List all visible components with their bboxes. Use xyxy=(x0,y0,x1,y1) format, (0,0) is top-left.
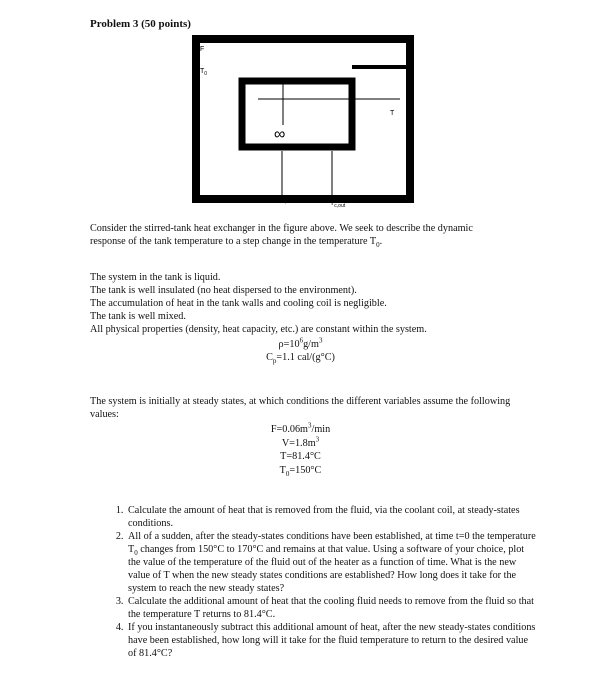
assumption-item: The tank is well insulated (no heat dispersed to the environment). xyxy=(90,285,357,296)
feed-label: F xyxy=(200,46,205,53)
outlet-temp-label: T xyxy=(390,110,395,117)
inlet-temperature-value: $T_0=150^\circ C$ xyxy=(279,464,322,478)
temperature-value: T=81.4°C xyxy=(280,451,321,462)
assumption-item: The system in the tank is liquid. xyxy=(90,272,221,283)
intro-paragraph: Consider the stirred-tank heat exchanger in the figure above. We seek to describe the dynamic response of the tank temperature to a step change in the temperature $T_0$. xyxy=(90,223,473,250)
problem-title: Problem 3 (50 points) xyxy=(90,18,191,30)
initial-conditions-text: The system is initially at steady states, at which conditions the different variables assume the following values: xyxy=(90,396,511,420)
coolant-in-label: $T_{c,in}$ xyxy=(278,196,291,205)
volume-value: $V=1.8m^3$ xyxy=(281,435,320,449)
outer-tank xyxy=(196,39,410,199)
assumption-item: All physical properties (density, heat capacity, etc.) are constant within the system. xyxy=(90,324,427,335)
questions-list xyxy=(108,504,536,660)
assumptions-list xyxy=(90,271,530,336)
outlet-pipe xyxy=(352,65,408,69)
physical-properties xyxy=(0,338,601,364)
inlet-temp-label: $T_0$ xyxy=(200,68,208,77)
question-item: 4. If you instantaneously subtract this additional amount of heat, after the new steady-states conditions have been established, how long will it take for the fluid temperature to return to the desired value of 81.4°C? xyxy=(126,621,536,660)
coolant-out-label: $T_{c,out}$ xyxy=(330,200,346,209)
heat-exchanger-diagram xyxy=(190,35,420,215)
coolant-flow-label: $F_c$ xyxy=(258,196,265,205)
question-item: 1. Calculate the amount of heat that is removed from the fluid, via the coolant coil, at steady-states conditions. xyxy=(126,504,536,530)
flow-value: $F=0.06m^3/\min$ xyxy=(270,421,331,435)
coil-box xyxy=(242,81,352,147)
heat-capacity-equation: $C_p=1.1$ cal/(g°C) xyxy=(266,352,335,366)
assumption-item: The tank is well mixed. xyxy=(90,311,186,322)
assumption-item: The accumulation of heat in the tank walls and cooling coil is negligible. xyxy=(90,298,387,309)
question-item: 2. All of a sudden, after the steady-states conditions have been established, at time t=0 the temperature $T_0$ changes from 150°C to 170°C and remains at that value. Using a software of your choice, plot the value of the temperature of the fluid out of the heater as a function of time. What is the new value of T when the new steady states conditions are established? How long does it take for the system to reach the new steady states? xyxy=(126,530,536,595)
stirrer-symbol: ∞ xyxy=(274,126,286,143)
density-equation: $\rho=10^6g/m^3$ xyxy=(278,336,323,350)
initial-values xyxy=(0,423,601,477)
question-item: 3. Calculate the additional amount of heat that the cooling fluid needs to remove from the fluid so that the temperature T returns to 81.4°C. xyxy=(126,595,536,621)
